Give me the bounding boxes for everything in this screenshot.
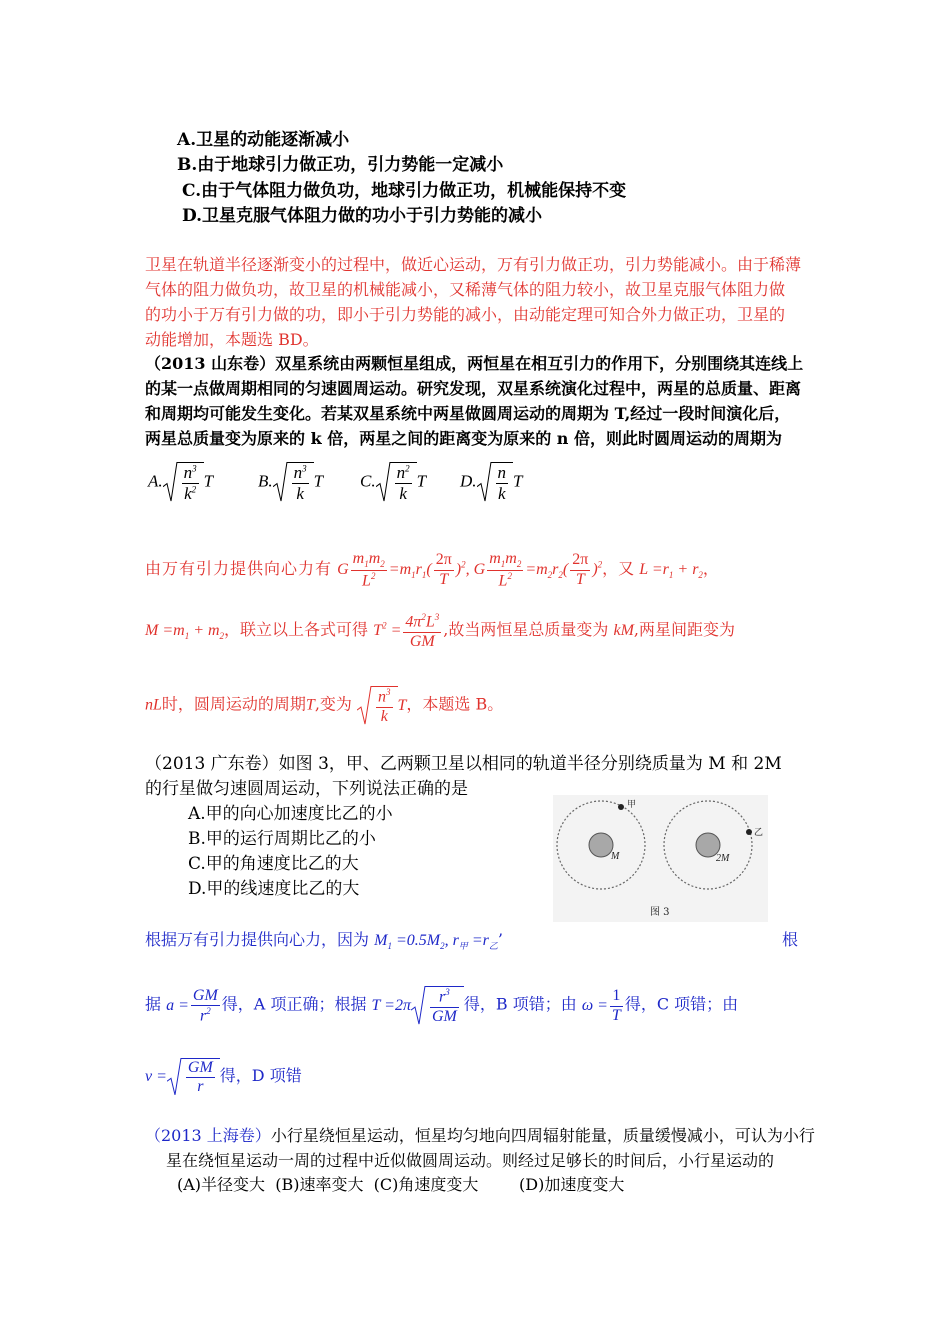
q3-solution-line-1: 根据万有引力提供向心力，因为 $M_1 =0.5M_2$, $r_甲 =r_乙$’ (145, 930, 503, 952)
q2-solution-line-1: 由万有引力提供向心力有 G $\frac{m_1m_2}{L^2}$ $=m_1r_1$( $\frac{2\pi}{T}$ )$^2$, G $\frac{m_1m_2}{L^2}$ $=m_2r_2$( $\frac{2\pi}{T}$ )$^2$，又 $L =r_1 + r_2$， (145, 550, 719, 589)
q2-option-a: A. $\frac{n^3}{k^2}$ T (148, 463, 214, 503)
q4-stem-line-2: 星在绕恒星运动一周的过程中近似做圆周运动。则经过足够长的时间后，小行星运动的 (166, 1151, 775, 1170)
q2-stem-line-2: 的某一点做周期相同的匀速圆周运动。研究发现，双星系统演化过程中，两星的总质量、距离 (145, 379, 802, 398)
q3-stem-line-1: （2013 广东卷）如图 3，甲、乙两颗卫星以相同的轨道半径分别绕质量为 M 和 2M (145, 754, 782, 774)
figure-3 (553, 795, 768, 922)
q2-option-d: D. $\frac{n}{k}$ T (460, 463, 523, 503)
q3-option-b: B.甲的运行周期比乙的小 (188, 829, 376, 849)
q3-solution-line-1-end: 根 (782, 930, 799, 949)
q1-option-b: B.由于地球引力做正功，引力势能一定减小 (177, 155, 504, 175)
q2-solution-line-3: nL时，圆周运动的周期T,变为 $\frac{n^3}{k}$ T，本题选 B。 (145, 687, 504, 725)
q2-option-b: B. $\frac{n^3}{k}$ T (258, 463, 324, 503)
q3-option-d: D.甲的线速度比乙的大 (188, 879, 360, 899)
q1-explanation-line-2: 气体的阻力做负功，故卫星的机械能减小，又稀薄气体的阻力较小，故卫星克服气体阻力做 (145, 280, 786, 299)
q2-stem-line-4: 两星总质量变为原来的 k 倍，两星之间的距离变为原来的 n 倍，则此时圆周运动的周期为 (145, 429, 783, 448)
satellite-yi (746, 829, 752, 835)
q1-option-d: D.卫星克服气体阻力做的功小于引力势能的减小 (182, 206, 543, 226)
planet-m-label: M (611, 851, 620, 862)
q1-option-a: A.卫星的动能逐渐减小 (177, 130, 350, 150)
q3-stem-line-2: 的行星做匀速圆周运动，下列说法正确的是 (145, 779, 468, 799)
q4-options: (A)半径变大 (B)速率变大 (C)角速度变大 (D)加速度变大 (177, 1175, 625, 1194)
satellite-jia (618, 804, 624, 810)
satellite-yi-label: 乙 (754, 828, 764, 838)
q1-explanation-line-3: 的功小于万有引力做的功，即小于引力势能的减小，由动能定理可知合外力做正功，卫星的 (145, 305, 786, 324)
q1-option-c: C.由于气体阻力做负功，地球引力做正功，机械能保持不变 (182, 181, 627, 201)
q1-explanation-line-4: 动能增加，本题选 BD。 (145, 330, 319, 349)
q3-option-c: C.甲的角速度比乙的大 (188, 854, 359, 874)
q4-source: （2013 上海卷） (145, 1126, 271, 1145)
q2-stem-line-1: （2013 山东卷）双星系统由两颗恒星组成，两恒星在相互引力的作用下，分别围绕其连线上 (145, 354, 804, 373)
q2-solution-line-2: $M =m_1 + m_2$，联立以上各式可得 $T^2$ = $\frac{4\pi^2L^3}{GM}$ ,故当两恒星总质量变为 kM,两星间距变为 (145, 612, 735, 650)
orbit-diagram (553, 795, 768, 922)
q3-solution-line-3: v = $\frac{GM}{r}$ 得，D 项错 (145, 1059, 302, 1096)
planet-m (589, 833, 613, 857)
satellite-jia-label: 甲 (627, 800, 637, 810)
q2-stem-line-3: 和周期均可能发生变化。若某双星系统中两星做圆周运动的周期为 T,经过一段时间演化后， (145, 404, 791, 423)
q2-option-c: C. $\frac{n^2}{k}$ T (360, 463, 427, 503)
q4-stem-line-1: （2013 上海卷）小行星绕恒星运动，恒星均匀地向四周辐射能量，质量缓慢减小，可认为小行 (145, 1126, 815, 1145)
q3-option-a: A.甲的向心加速度比乙的小 (188, 804, 393, 824)
planet-2m-label: 2M (716, 853, 730, 864)
q1-explanation-line-1: 卫星在轨道半径逐渐变小的过程中，做近心运动，万有引力做正功，引力势能减小。由于稀薄 (145, 255, 802, 274)
figure-caption: 图 3 (650, 907, 670, 918)
q3-solution-line-2: 据 a = $\frac{GM}{r^2}$ 得，A 项正确；根据 T =2π $\frac{r^3}{GM}$ 得，B 项错；由 ω = $\frac{1}{T}$ 得，C 项错；由 (145, 986, 739, 1025)
